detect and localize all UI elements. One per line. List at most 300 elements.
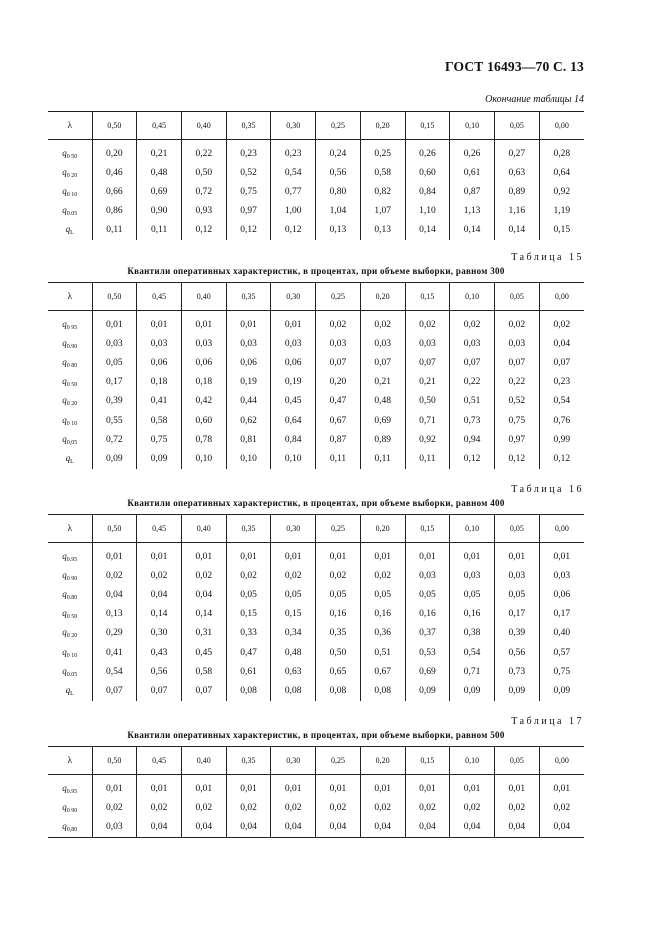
table-cell: 0,03 bbox=[271, 334, 316, 353]
quantile-symbol: q bbox=[65, 452, 71, 463]
table-cell: 0,30 bbox=[137, 624, 182, 643]
quantile-label bbox=[48, 373, 92, 392]
quantile-subscript: 0 80 bbox=[66, 362, 78, 369]
table-cell: 0,07 bbox=[450, 353, 495, 372]
table-cell: 0,15 bbox=[226, 605, 271, 624]
table-cell: 0,23 bbox=[271, 140, 316, 164]
table-cell: 0,01 bbox=[360, 543, 405, 567]
table-cell: 0,99 bbox=[539, 430, 584, 449]
table-cell: 0,51 bbox=[360, 643, 405, 662]
quantile-label bbox=[48, 775, 92, 799]
table-cell: 0,02 bbox=[316, 566, 361, 585]
quantile-symbol: q bbox=[62, 665, 67, 676]
table-cell: 0,71 bbox=[405, 411, 450, 430]
table-cell: 0,02 bbox=[450, 311, 495, 335]
table-cell: 0,01 bbox=[405, 543, 450, 567]
table-cell: 0,01 bbox=[226, 311, 271, 335]
lambda-column-header: 0,35 bbox=[226, 112, 271, 140]
table-cell: 0,14 bbox=[494, 221, 539, 240]
table-cell: 0,15 bbox=[271, 605, 316, 624]
table-cell: 0,08 bbox=[360, 681, 405, 700]
table-cell: 0,82 bbox=[360, 182, 405, 201]
table-cell: 0,01 bbox=[539, 775, 584, 799]
table-cell: 0,11 bbox=[92, 221, 137, 240]
table-cell: 0,10 bbox=[226, 449, 271, 468]
lambda-column-header: 0,30 bbox=[271, 747, 316, 775]
header-row bbox=[48, 747, 584, 775]
table-cell: 0,19 bbox=[226, 373, 271, 392]
table-cell: 0,60 bbox=[405, 163, 450, 182]
table-cell: 0,81 bbox=[226, 430, 271, 449]
table-cell: 0,02 bbox=[494, 798, 539, 817]
table-cell: 0,01 bbox=[450, 775, 495, 799]
quantile-label bbox=[48, 662, 92, 681]
quantile-symbol: q bbox=[62, 569, 67, 580]
table-cell: 0,44 bbox=[226, 392, 271, 411]
lambda-column-header: 0,45 bbox=[137, 112, 182, 140]
table-cell: 0,47 bbox=[316, 392, 361, 411]
table-cell: 0,04 bbox=[494, 817, 539, 837]
table-cell: 0,50 bbox=[316, 643, 361, 662]
quantile-label bbox=[48, 585, 92, 604]
table-cell: 0,05 bbox=[450, 585, 495, 604]
table-cell: 0,01 bbox=[539, 543, 584, 567]
table-cell: 0,69 bbox=[137, 182, 182, 201]
table-cell: 0,89 bbox=[494, 182, 539, 201]
table-row bbox=[48, 798, 584, 817]
table-cell: 0,10 bbox=[181, 449, 226, 468]
table-cell: 0,45 bbox=[271, 392, 316, 411]
table-cell: 0,73 bbox=[494, 662, 539, 681]
table-cell: 0,31 bbox=[181, 624, 226, 643]
quantile-subscript: 0.95 bbox=[66, 556, 78, 563]
table-cell: 0,75 bbox=[137, 430, 182, 449]
table-cell: 0,75 bbox=[539, 662, 584, 681]
table-cell: 0,54 bbox=[450, 643, 495, 662]
table-cell: 0,34 bbox=[271, 624, 316, 643]
table-cell: 0,02 bbox=[137, 566, 182, 585]
table-row bbox=[48, 202, 584, 221]
table-cell: 0,01 bbox=[137, 543, 182, 567]
table-cell: 0,01 bbox=[450, 543, 495, 567]
table-cell: 0,64 bbox=[271, 411, 316, 430]
table-cell: 0,03 bbox=[450, 334, 495, 353]
quantile-subscript: 0.05 bbox=[66, 211, 78, 218]
table-cell: 0,54 bbox=[271, 163, 316, 182]
table-cell: 0,03 bbox=[405, 566, 450, 585]
table-17-caption: Квантили оперативных характеристик, в процентах, при объеме выборки, равном 500 bbox=[127, 730, 505, 740]
table-cell: 0,12 bbox=[181, 221, 226, 240]
table-cell: 1,07 bbox=[360, 202, 405, 221]
lambda-column-header: 0,05 bbox=[494, 747, 539, 775]
table-cell: 0,04 bbox=[226, 817, 271, 837]
table-cell: 0,58 bbox=[181, 662, 226, 681]
table-cell: 0,48 bbox=[137, 163, 182, 182]
quantile-label bbox=[48, 566, 92, 585]
quantile-subscript: 0 95 bbox=[66, 324, 78, 331]
table-cell: 0,12 bbox=[494, 449, 539, 468]
table-cell: 1,04 bbox=[316, 202, 361, 221]
table-row bbox=[48, 585, 584, 604]
table-cell: 0,67 bbox=[316, 411, 361, 430]
lambda-column-header: 0,15 bbox=[405, 515, 450, 543]
table-cell: 0,62 bbox=[226, 411, 271, 430]
table-cell: 0,01 bbox=[316, 543, 361, 567]
table-cell: 0,05 bbox=[316, 585, 361, 604]
table-cell: 0,02 bbox=[271, 566, 316, 585]
table-cell: 0,25 bbox=[360, 140, 405, 164]
table-cell: 0,02 bbox=[181, 798, 226, 817]
table-cell: 0,06 bbox=[181, 353, 226, 372]
quantile-symbol: q bbox=[62, 318, 67, 329]
table-cell: 0,41 bbox=[137, 392, 182, 411]
table-cell: 0,52 bbox=[226, 163, 271, 182]
table-16-label: Таблица 16 bbox=[511, 484, 584, 495]
table-cell: 0,07 bbox=[137, 681, 182, 700]
table-cell: 0,04 bbox=[181, 817, 226, 837]
lambda-column-header: 0,30 bbox=[271, 283, 316, 311]
table-cell: 0,90 bbox=[137, 202, 182, 221]
table-cell: 1,19 bbox=[539, 202, 584, 221]
table-row bbox=[48, 353, 584, 372]
table-cell: 0,02 bbox=[360, 566, 405, 585]
table-cell: 0,65 bbox=[316, 662, 361, 681]
table-cell: 0,12 bbox=[450, 449, 495, 468]
quantile-symbol: q bbox=[62, 166, 67, 177]
table-cell: 1,13 bbox=[450, 202, 495, 221]
table-cell: 0,43 bbox=[137, 643, 182, 662]
table-cell: 0,13 bbox=[92, 605, 137, 624]
table-cell: 0,05 bbox=[360, 585, 405, 604]
table-cell: 0,26 bbox=[450, 140, 495, 164]
table-cell: 0,01 bbox=[360, 775, 405, 799]
lambda-column-header: 0,40 bbox=[181, 112, 226, 140]
table-cell: 0,07 bbox=[316, 353, 361, 372]
table-16-caption: Квантили оперативных характеристик, в процентах, при объеме выборки, равном 400 bbox=[127, 498, 505, 508]
lambda-column-header: 0,50 bbox=[92, 747, 137, 775]
table-cell: 0,21 bbox=[137, 140, 182, 164]
quantile-symbol: q bbox=[62, 205, 67, 216]
table-cell: 0,12 bbox=[226, 221, 271, 240]
lambda-column-header: 0,40 bbox=[181, 515, 226, 543]
lambda-column-header: 0,50 bbox=[92, 515, 137, 543]
table-cell: 0,03 bbox=[494, 334, 539, 353]
table-cell: 0,36 bbox=[360, 624, 405, 643]
quantile-symbol: q bbox=[62, 627, 67, 638]
table-cell: 1,16 bbox=[494, 202, 539, 221]
quantile-symbol: q bbox=[62, 820, 67, 831]
lambda-column-header: 0,00 bbox=[539, 747, 584, 775]
table-cell: 0,33 bbox=[226, 624, 271, 643]
table-cell: 0,02 bbox=[494, 311, 539, 335]
quantile-symbol: q bbox=[62, 356, 67, 367]
table-cell: 0,01 bbox=[226, 775, 271, 799]
table-cell: 0,03 bbox=[226, 334, 271, 353]
table-cell: 0,56 bbox=[137, 662, 182, 681]
quantile-label bbox=[48, 798, 92, 817]
table-cell: 0,13 bbox=[360, 221, 405, 240]
quantile-symbol: q bbox=[62, 337, 67, 348]
table-cell: 0,26 bbox=[405, 140, 450, 164]
table-row bbox=[48, 543, 584, 567]
lambda-column-header: 0,20 bbox=[360, 283, 405, 311]
quantile-label bbox=[48, 221, 92, 240]
table-cell: 0,16 bbox=[316, 605, 361, 624]
table-cell: 0,10 bbox=[271, 449, 316, 468]
table-cell: 0,71 bbox=[450, 662, 495, 681]
lambda-column-header: 0,20 bbox=[360, 747, 405, 775]
lambda-column-header: 0,25 bbox=[316, 283, 361, 311]
table-cell: 0,01 bbox=[181, 311, 226, 335]
table-cell: 0,04 bbox=[92, 585, 137, 604]
table-cell: 0,51 bbox=[450, 392, 495, 411]
quantile-subscript: L bbox=[70, 458, 74, 465]
table-cell: 0,04 bbox=[316, 817, 361, 837]
table-cell: 0,72 bbox=[181, 182, 226, 201]
table-cell: 0,07 bbox=[539, 353, 584, 372]
header-row bbox=[48, 515, 584, 543]
lambda-column-header: 0,25 bbox=[316, 112, 361, 140]
quantile-symbol: q bbox=[62, 782, 67, 793]
table-cell: 0,05 bbox=[226, 585, 271, 604]
table-cell: 0,01 bbox=[271, 775, 316, 799]
quantile-symbol: q bbox=[65, 684, 71, 695]
table-14 bbox=[48, 111, 584, 240]
lambda-column-header: 0,05 bbox=[494, 515, 539, 543]
table-cell: 0,03 bbox=[494, 566, 539, 585]
table-cell: 0,18 bbox=[137, 373, 182, 392]
table-cell: 0,01 bbox=[137, 311, 182, 335]
table-cell: 0,03 bbox=[450, 566, 495, 585]
quantile-label bbox=[48, 411, 92, 430]
quantile-subscript: 0 90 bbox=[66, 807, 78, 814]
table-cell: 0,01 bbox=[226, 543, 271, 567]
table-row bbox=[48, 430, 584, 449]
table-cell: 0,02 bbox=[92, 566, 137, 585]
header-row bbox=[48, 112, 584, 140]
table-cell: 0,97 bbox=[494, 430, 539, 449]
table-cell: 0,04 bbox=[137, 817, 182, 837]
table-cell: 0,17 bbox=[92, 373, 137, 392]
table-cell: 0,64 bbox=[539, 163, 584, 182]
quantile-subscript: 0,80 bbox=[66, 826, 78, 833]
lambda-column-header: 0,05 bbox=[494, 112, 539, 140]
table-cell: 0,14 bbox=[450, 221, 495, 240]
table-cell: 0,48 bbox=[360, 392, 405, 411]
quantile-label bbox=[48, 182, 92, 201]
quantile-label bbox=[48, 543, 92, 567]
table-cell: 0,07 bbox=[405, 353, 450, 372]
table-cell: 0,53 bbox=[405, 643, 450, 662]
table-cell: 0,04 bbox=[450, 817, 495, 837]
table-cell: 0,69 bbox=[360, 411, 405, 430]
table-cell: 0,16 bbox=[450, 605, 495, 624]
quantile-subscript: L bbox=[70, 690, 74, 697]
table-cell: 0,28 bbox=[539, 140, 584, 164]
table-cell: 0,01 bbox=[92, 775, 137, 799]
table-cell: 0,02 bbox=[360, 311, 405, 335]
quantile-subscript: 0 10 bbox=[66, 652, 78, 659]
quantile-subscript: 0 90 bbox=[66, 575, 78, 582]
table-cell: 0,01 bbox=[137, 775, 182, 799]
table-cell: 0,13 bbox=[316, 221, 361, 240]
lambda-column-header: 0,25 bbox=[316, 515, 361, 543]
table-cell: 0,84 bbox=[271, 430, 316, 449]
table-16 bbox=[48, 514, 584, 701]
table-row bbox=[48, 392, 584, 411]
table-cell: 0,22 bbox=[450, 373, 495, 392]
table-cell: 0,07 bbox=[181, 681, 226, 700]
table-cell: 0,46 bbox=[92, 163, 137, 182]
table-cell: 0,35 bbox=[316, 624, 361, 643]
table-cell: 0,01 bbox=[494, 775, 539, 799]
table-cell: 0,11 bbox=[137, 221, 182, 240]
table-cell: 0,22 bbox=[494, 373, 539, 392]
table-cell: 0,01 bbox=[181, 775, 226, 799]
table-cell: 0,03 bbox=[360, 334, 405, 353]
table-cell: 0,54 bbox=[539, 392, 584, 411]
lambda-column-header: 0,30 bbox=[271, 515, 316, 543]
table-row bbox=[48, 311, 584, 335]
lambda-header: λ bbox=[48, 747, 92, 775]
table-row bbox=[48, 411, 584, 430]
table-row bbox=[48, 643, 584, 662]
quantile-symbol: q bbox=[62, 801, 67, 812]
lambda-column-header: 0,30 bbox=[271, 112, 316, 140]
table-cell: 0,80 bbox=[316, 182, 361, 201]
table-15 bbox=[48, 282, 584, 469]
quantile-subscript: 0,05 bbox=[66, 439, 78, 446]
lambda-column-header: 0,15 bbox=[405, 747, 450, 775]
quantile-label bbox=[48, 605, 92, 624]
table-cell: 0,07 bbox=[92, 681, 137, 700]
table-cell: 0,16 bbox=[360, 605, 405, 624]
lambda-column-header: 0,00 bbox=[539, 283, 584, 311]
quantile-subscript: 0.80 bbox=[66, 594, 78, 601]
table-cell: 0,03 bbox=[539, 566, 584, 585]
table-cell: 0,87 bbox=[450, 182, 495, 201]
table-cell: 0,19 bbox=[271, 373, 316, 392]
table-cell: 0,67 bbox=[360, 662, 405, 681]
lambda-column-header: 0,05 bbox=[494, 283, 539, 311]
table-cell: 0,92 bbox=[539, 182, 584, 201]
lambda-column-header: 0,25 bbox=[316, 747, 361, 775]
table-cell: 0,02 bbox=[226, 798, 271, 817]
table-cell: 0,11 bbox=[316, 449, 361, 468]
table-cell: 0,97 bbox=[226, 202, 271, 221]
table-cell: 0,61 bbox=[450, 163, 495, 182]
lambda-column-header: 0,40 bbox=[181, 283, 226, 311]
table-row bbox=[48, 775, 584, 799]
table-cell: 0,02 bbox=[405, 798, 450, 817]
lambda-column-header: 0,35 bbox=[226, 747, 271, 775]
table-cell: 0,48 bbox=[271, 643, 316, 662]
table-row bbox=[48, 334, 584, 353]
table-cell: 0,02 bbox=[316, 798, 361, 817]
table-cell: 0,03 bbox=[405, 334, 450, 353]
table-cell: 0,05 bbox=[494, 585, 539, 604]
quantile-symbol: q bbox=[65, 224, 71, 235]
table-cell: 0,77 bbox=[271, 182, 316, 201]
quantile-symbol: q bbox=[62, 376, 67, 387]
lambda-column-header: 0,20 bbox=[360, 112, 405, 140]
table-cell: 0,02 bbox=[92, 798, 137, 817]
table-cell: 0,01 bbox=[271, 543, 316, 567]
table-cell: 0,02 bbox=[360, 798, 405, 817]
table-cell: 0,45 bbox=[181, 643, 226, 662]
table-cell: 0,60 bbox=[181, 411, 226, 430]
quantile-label bbox=[48, 311, 92, 335]
quantile-symbol: q bbox=[62, 588, 67, 599]
table-cell: 0,01 bbox=[271, 311, 316, 335]
table-cell: 0,50 bbox=[181, 163, 226, 182]
lambda-column-header: 0,35 bbox=[226, 283, 271, 311]
table-cell: 0,07 bbox=[360, 353, 405, 372]
table-row bbox=[48, 681, 584, 700]
table-cell: 0,09 bbox=[494, 681, 539, 700]
table-cell: 0,09 bbox=[137, 449, 182, 468]
table-row bbox=[48, 163, 584, 182]
table-cell: 0,01 bbox=[92, 543, 137, 567]
table-cell: 0,37 bbox=[405, 624, 450, 643]
table-cell: 0,23 bbox=[226, 140, 271, 164]
table-cell: 0,04 bbox=[137, 585, 182, 604]
table-row bbox=[48, 140, 584, 164]
table-cell: 0,78 bbox=[181, 430, 226, 449]
quantile-subscript: 0 20 bbox=[66, 172, 78, 179]
table-row bbox=[48, 182, 584, 201]
lambda-column-header: 0,10 bbox=[450, 515, 495, 543]
quantile-symbol: q bbox=[62, 550, 67, 561]
lambda-column-header: 0,50 bbox=[92, 283, 137, 311]
table-cell: 0,04 bbox=[271, 817, 316, 837]
table-row bbox=[48, 605, 584, 624]
table-cell: 0,57 bbox=[539, 643, 584, 662]
table-cell: 0,41 bbox=[92, 643, 137, 662]
quantile-symbol: q bbox=[62, 646, 67, 657]
table-cell: 0,87 bbox=[316, 430, 361, 449]
table-cell: 0,72 bbox=[92, 430, 137, 449]
quantile-subscript: 0 20 bbox=[66, 401, 78, 408]
table-cell: 0,56 bbox=[316, 163, 361, 182]
table-cell: 0,11 bbox=[360, 449, 405, 468]
table-cell: 0,02 bbox=[137, 798, 182, 817]
table-cell: 0,93 bbox=[181, 202, 226, 221]
table-cell: 0,16 bbox=[405, 605, 450, 624]
table-cell: 0,94 bbox=[450, 430, 495, 449]
quantile-label bbox=[48, 681, 92, 700]
lambda-column-header: 0,45 bbox=[137, 283, 182, 311]
quantile-label bbox=[48, 643, 92, 662]
quantile-subscript: 0.90 bbox=[66, 343, 78, 350]
table-cell: 0,23 bbox=[539, 373, 584, 392]
lambda-column-header: 0,35 bbox=[226, 515, 271, 543]
quantile-subscript: L bbox=[70, 230, 74, 237]
table-cell: 0,03 bbox=[316, 334, 361, 353]
table-cell: 0,20 bbox=[316, 373, 361, 392]
table-cell: 0,75 bbox=[494, 411, 539, 430]
table-cell: 0,76 bbox=[539, 411, 584, 430]
table-cell: 0,29 bbox=[92, 624, 137, 643]
table-cell: 0,09 bbox=[92, 449, 137, 468]
quantile-symbol: q bbox=[62, 147, 67, 158]
table-cell: 0,84 bbox=[405, 182, 450, 201]
table-cell: 0,14 bbox=[181, 605, 226, 624]
table-cell: 0,02 bbox=[181, 566, 226, 585]
lambda-header: λ bbox=[48, 283, 92, 311]
table-row bbox=[48, 624, 584, 643]
lambda-column-header: 0,15 bbox=[405, 112, 450, 140]
